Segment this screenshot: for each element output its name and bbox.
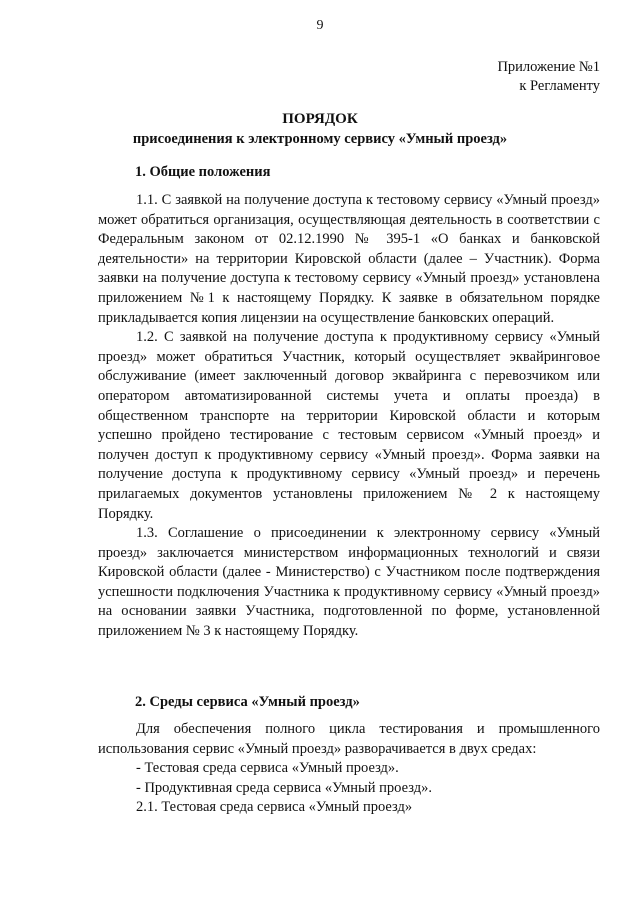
- appendix-line-2: к Регламенту: [519, 78, 600, 94]
- paragraph-1-2: 1.2. С заявкой на получение доступа к продуктивному сервису «Умный проезд» может обратиться Участник, который осуществляет эквайринговое обслуживание (имеет заключенный договор эквайринга с перевозчиком или оператором автоматизированной системы учета и оплаты проезда) в общественном транспорте на территории Кировской области и которым успешно пройдено тестирование с тестовым сервисом «Умный проезд» и получен доступ к продуктивному сервису «Умный проезд». Форма заявки на получение доступа к продуктивному сервису «Умный проезд» и перечень прилагаемых документов установлены приложением № 2 к настоящему Порядку.: [98, 329, 600, 522]
- document-title: ПОРЯДОК: [282, 111, 358, 127]
- document-subtitle: присоединения к электронному сервису «Умный проезд»: [132, 131, 508, 147]
- paragraph-1-3: 1.3. Соглашение о присоединении к электронному сервису «Умный проезд» заключается министерством информационных технологий и связи Кировской области (далее - Министерство) с Участником после подтверждения успешности подключения Участника к продуктивному сервису «Умный проезд» на основании заявки Участника, подготовленной по форме, установленной приложением № 3 к настоящему Порядку.: [98, 525, 600, 640]
- paragraph-1-1: 1.1. С заявкой на получение доступа к тестовому сервису «Умный проезд» может обратиться организация, осуществляющая деятельность в соответствии с Федеральным законом от 02.12.1990 № 395-1 «О банках и банковской деятельности» на территории Кировской области (далее – Участник). Форма заявки на получение доступа к тестовому сервису «Умный проезд» установлена приложением №1 к настоящему Порядку. К заявке в обязательном порядке прикладывается копия лицензии на осуществление банковских операций.: [98, 192, 600, 326]
- list-item: - Тестовая среда сервиса «Умный проезд».: [136, 760, 399, 777]
- section-2-body: [98, 720, 600, 818]
- section-2-intro: Для обеспечения полного цикла тестирования и промышленного использования сервис «Умный проезд» разворачивается в двух средах:: [98, 721, 600, 757]
- appendix-line-1: Приложение №1: [497, 59, 600, 75]
- subsection-2-1-heading: 2.1. Тестовая среда сервиса «Умный проезд»: [136, 799, 413, 816]
- section-2-heading: 2. Среды сервиса «Умный проезд»: [135, 694, 360, 710]
- section-1-heading: 1. Общие положения: [135, 164, 271, 180]
- appendix-label: [497, 58, 600, 96]
- list-item: - Продуктивная среда сервиса «Умный проезд».: [136, 779, 432, 796]
- section-1-body: [98, 191, 600, 642]
- page-number: 9: [316, 18, 324, 33]
